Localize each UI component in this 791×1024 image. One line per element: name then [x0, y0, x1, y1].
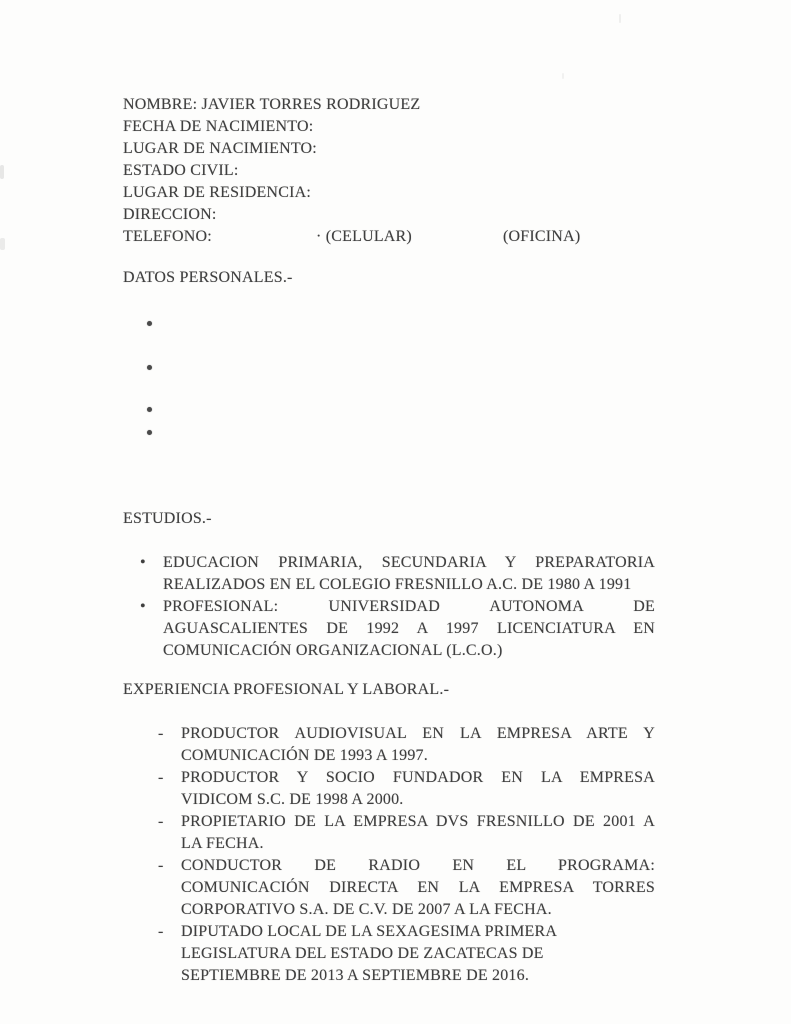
text-line: EDUCACION PRIMARIA, SECUNDARIA Y PREPARATORIA — [163, 554, 655, 571]
dash-marker: - — [158, 923, 164, 940]
telefono-celular: · (CELULAR) — [316, 228, 412, 245]
text-line: VIDICOM S.C. DE 1998 A 2000. — [181, 791, 404, 808]
section-heading-experiencia: EXPERIENCIA PROFESIONAL Y LABORAL.- — [123, 681, 450, 698]
section-heading-estudios: ESTUDIOS.- — [123, 510, 212, 527]
text-line: LEGISLATURA DEL ESTADO DE ZACATECAS DE — [181, 945, 544, 962]
estudios-item — [123, 596, 655, 662]
empty-bullet-list — [123, 321, 655, 435]
text-line: COMUNICACIÓN DIRECTA EN LA EMPRESA TORRES — [181, 879, 655, 896]
empty-bullet — [147, 321, 152, 326]
experiencia-item — [123, 811, 655, 855]
dash-marker: - — [158, 725, 164, 742]
section-heading-datos-personales: DATOS PERSONALES.- — [123, 269, 293, 286]
personal-info-nombre: NOMBRE: JAVIER TORRES RODRIGUEZ — [123, 96, 421, 113]
text-line: COMUNICACIÓN ORGANIZACIONAL (L.C.O.) — [163, 642, 503, 659]
text-line: SEPTIEMBRE DE 2013 A SEPTIEMBRE DE 2016. — [181, 967, 530, 984]
text-line: COMUNICACIÓN DE 1993 A 1997. — [181, 747, 428, 764]
text-line: DIPUTADO LOCAL DE LA SEXAGESIMA PRIMERA — [181, 923, 558, 940]
bullet-marker: • — [140, 554, 146, 571]
personal-info-lugar-nac: LUGAR DE NACIMIENTO: — [123, 140, 317, 157]
telefono-oficina: (OFICINA) — [503, 228, 581, 245]
experiencia-item — [123, 855, 655, 921]
empty-bullet — [147, 365, 152, 370]
telefono-row — [123, 226, 655, 248]
text-line: LA FECHA. — [181, 835, 264, 852]
estudios-item — [123, 552, 655, 596]
personal-info-block — [123, 94, 655, 248]
text-line: AGUASCALIENTES DE 1992 A 1997 LICENCIATURA EN — [163, 620, 655, 637]
scan-artifact — [0, 238, 5, 250]
text-line: PRODUCTOR AUDIOVISUAL EN LA EMPRESA ARTE Y — [181, 725, 655, 742]
text-line: REALIZADOS EN EL COLEGIO FRESNILLO A.C. DE 1980 A 1991 — [163, 576, 632, 593]
personal-info-residencia: LUGAR DE RESIDENCIA: — [123, 184, 311, 201]
personal-info-estado: ESTADO CIVIL: — [123, 162, 239, 179]
empty-bullet — [147, 430, 152, 435]
dash-marker: - — [158, 769, 164, 786]
text-line: PROPIETARIO DE LA EMPRESA DVS FRESNILLO DE 2001 A — [181, 813, 655, 830]
experiencia-list — [123, 723, 655, 987]
experiencia-item — [123, 767, 655, 811]
dash-marker: - — [158, 813, 164, 830]
empty-bullet — [147, 407, 152, 412]
text-line: PRODUCTOR Y SOCIO FUNDADOR EN LA EMPRESA — [181, 769, 655, 786]
text-line: PROFESIONAL: UNIVERSIDAD AUTONOMA DE — [163, 598, 655, 615]
text-line: CORPORATIVO S.A. DE C.V. DE 2007 A LA FECHA. — [181, 901, 552, 918]
text-line: CONDUCTOR DE RADIO EN EL PROGRAMA: — [181, 857, 655, 874]
document-content — [123, 0, 655, 987]
personal-info-fecha: FECHA DE NACIMIENTO: — [123, 118, 314, 135]
dash-marker: - — [158, 857, 164, 874]
scan-artifact — [0, 165, 4, 179]
experiencia-item — [123, 723, 655, 767]
experiencia-item — [123, 921, 655, 987]
bullet-marker: • — [140, 598, 146, 615]
estudios-list — [123, 552, 655, 662]
telefono-label: TELEFONO: — [123, 228, 212, 245]
personal-info-direccion: DIRECCION: — [123, 206, 217, 223]
